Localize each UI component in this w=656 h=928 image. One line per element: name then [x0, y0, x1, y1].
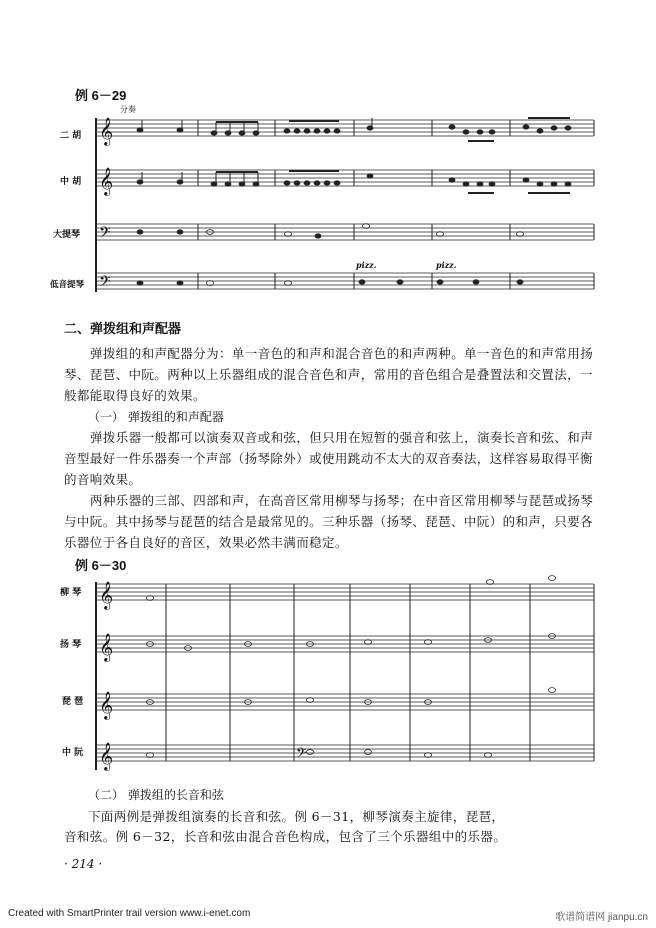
paragraph-3: 两种乐器的三部、四部和声，在高音区常用柳琴与扬琴；在中音区常用柳琴与琵琶或扬琴与中阮。其中扬琴与琵琶的结合是最常见的。三种乐器（扬琴、琵琶、中阮）的和声，只要各乐器位于各自良好的音区，效果必然丰满而稳定。: [64, 493, 594, 550]
pizz-marking-2: pizz.: [436, 260, 457, 270]
treble-clef-yangqin: 𝄞: [99, 633, 114, 661]
instrument-zhonghu: 中 胡: [60, 177, 82, 187]
treble-clef-zhongruan: 𝄞: [99, 742, 114, 770]
example-label-6-29: 例 6－29: [75, 88, 127, 103]
subsection-heading-1: （一） 弹拨组的和声配器: [88, 410, 224, 424]
staff-liuqin: [96, 584, 594, 600]
footer-watermark-right: 歌谱简谱网 jianpu.cn: [555, 912, 648, 923]
staff-yangqin: [96, 636, 594, 652]
instrument-zhongruan: 中 阮: [62, 748, 84, 758]
instrument-liuqin: 柳 琴: [60, 588, 82, 598]
treble-clef-liuqin: 𝄞: [99, 581, 114, 609]
subsection-heading-2: （二） 弹拨组的长音和弦: [88, 788, 224, 802]
paragraph-4-line-1: 下面两例是弹拨组演奏的长音和弦。例 6－31，柳琴演奏主旋律，琵琶，: [88, 809, 505, 824]
paragraph-1: 弹拨组的和声配器分为：单一音色的和声和混合音色的和声两种。单一音色的和声常用扬琴、琵琶、中阮。两种以上乐器组成的混合音色和声，常用的音色组合是叠置法和交置法，一般都能取得良好的效果。: [64, 346, 594, 403]
divisi-marking: 分奏: [120, 105, 136, 114]
page-number: · 214 ·: [64, 857, 103, 871]
staff-pipa: [96, 694, 594, 710]
bass-clef-bass: 𝄢: [99, 273, 111, 294]
paragraph-4-line-2: 音和弦。例 6－32，长音和弦由混合音色构成，包含了三个乐器组中的乐器。: [64, 829, 507, 844]
instrument-cello: 大提琴: [53, 230, 81, 240]
instrument-erhu: 二 胡: [60, 131, 82, 141]
footer-watermark-left: Created with SmartPrinter trail version www.i-enet.com: [8, 908, 251, 919]
pizz-marking-1: pizz.: [356, 260, 377, 270]
treble-clef-pipa: 𝄞: [99, 691, 114, 719]
section-heading: 二、弹拨组和声配器: [64, 322, 182, 337]
staff-zhongruan: [96, 745, 594, 761]
bass-clef-change: 𝄢: [296, 745, 307, 764]
treble-clef-zhonghu: 𝄞: [99, 167, 114, 195]
paragraph-2: 弹拨乐器一般都可以演奏双音或和弦，但只用在短暂的强音和弦上，演奏长音和弦、和声音型最好一件乐器奏一个声部（扬琴除外）或使用跳动不太大的双音奏法，这样容易取得平衡的音响效果。: [64, 430, 594, 487]
treble-clef-erhu: 𝄞: [99, 117, 114, 145]
instrument-yangqin: 扬 琴: [60, 640, 82, 650]
instrument-double-bass: 低音提琴: [50, 280, 85, 290]
example-label-6-30: 例 6－30: [75, 558, 127, 573]
instrument-pipa: 琵 琶: [62, 697, 84, 707]
bass-clef-cello: 𝄢: [99, 224, 111, 245]
